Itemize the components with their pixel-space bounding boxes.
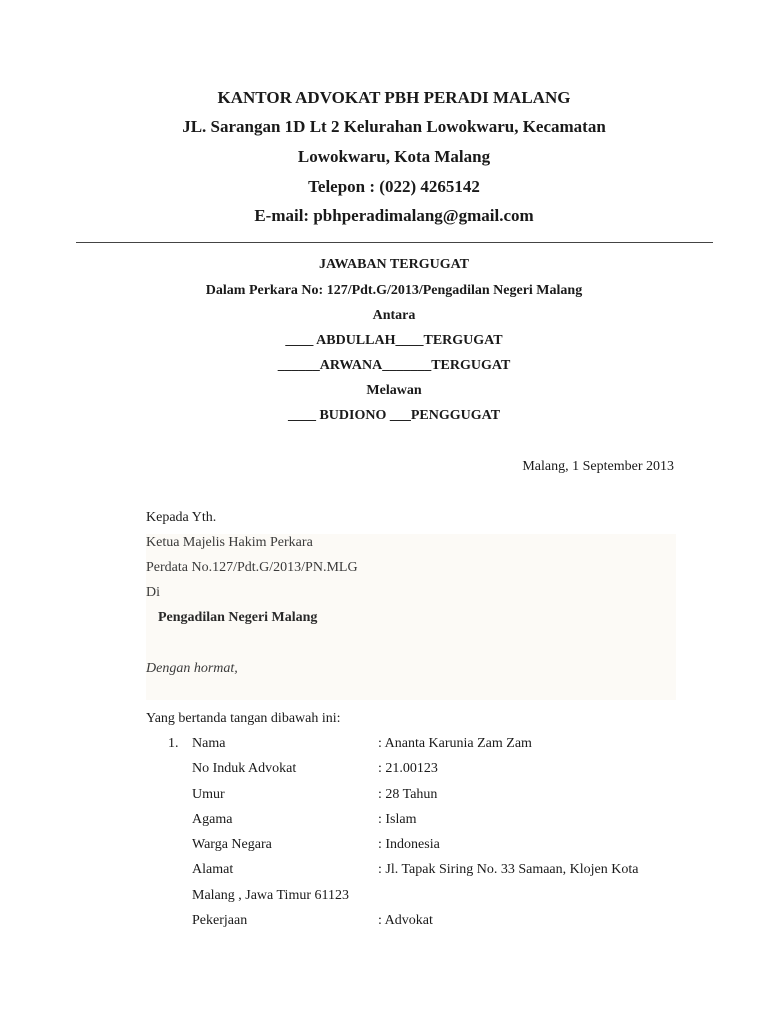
value-umur: : 28 Tahun (378, 787, 438, 802)
value-no-induk: : 21.00123 (378, 761, 438, 776)
recipient-court: Pengadilan Negeri Malang (158, 610, 318, 625)
office-name: KANTOR ADVOKAT PBH PERADI MALANG (217, 88, 571, 107)
value-agama: : Islam (378, 812, 417, 827)
recipient-line-2: Perdata No.127/Pdt.G/2013/PN.MLG (146, 560, 358, 575)
label-umur: Umur (192, 787, 225, 802)
label-alamat: Alamat (192, 862, 234, 877)
recipient-line-3: Di (146, 585, 160, 600)
document-title: JAWABAN TERGUGAT (318, 257, 469, 272)
versus-label: Melawan (366, 383, 422, 398)
label-agama: Agama (192, 812, 233, 827)
value-alamat: : Jl. Tapak Siring No. 33 Samaan, Klojen Kota (378, 862, 639, 877)
party-defendant-2: ______ARWANA_______TERGUGAT (277, 358, 511, 373)
recipient-line-1: Ketua Majelis Hakim Perkara (146, 535, 313, 550)
label-pekerjaan: Pekerjaan (192, 913, 248, 928)
value-nama: : Ananta Karunia Zam Zam (378, 736, 532, 751)
intro-text: Yang bertanda tangan dibawah ini: (146, 711, 341, 726)
label-nama: Nama (192, 736, 226, 751)
value-alamat-cont: Malang , Jawa Timur 61123 (192, 888, 349, 903)
label-warga-negara: Warga Negara (192, 837, 272, 852)
email: E-mail: pbhperadimalang@gmail.com (254, 206, 534, 225)
party-plaintiff: ____ BUDIONO ___PENGGUGAT (287, 408, 501, 423)
phone: Telepon : (022) 4265142 (308, 177, 480, 196)
between-label: Antara (372, 308, 416, 323)
party-defendant-1: ____ ABDULLAH____TERGUGAT (285, 333, 503, 348)
greeting: Dengan hormat, (146, 661, 238, 676)
list-number: 1. (168, 736, 179, 751)
recipient-to: Kepada Yth. (146, 510, 217, 525)
label-no-induk: No Induk Advokat (192, 761, 297, 776)
address-line-1: JL. Sarangan 1D Lt 2 Kelurahan Lowokwaru, Kecamatan (182, 117, 606, 136)
header-divider (76, 242, 713, 243)
case-number: Dalam Perkara No: 127/Pdt.G/2013/Pengadilan Negeri Malang (205, 283, 583, 298)
value-warga-negara: : Indonesia (378, 837, 440, 852)
letter-date: Malang, 1 September 2013 (522, 459, 674, 474)
value-pekerjaan: : Advokat (378, 913, 433, 928)
address-line-2: Lowokwaru, Kota Malang (297, 147, 491, 166)
